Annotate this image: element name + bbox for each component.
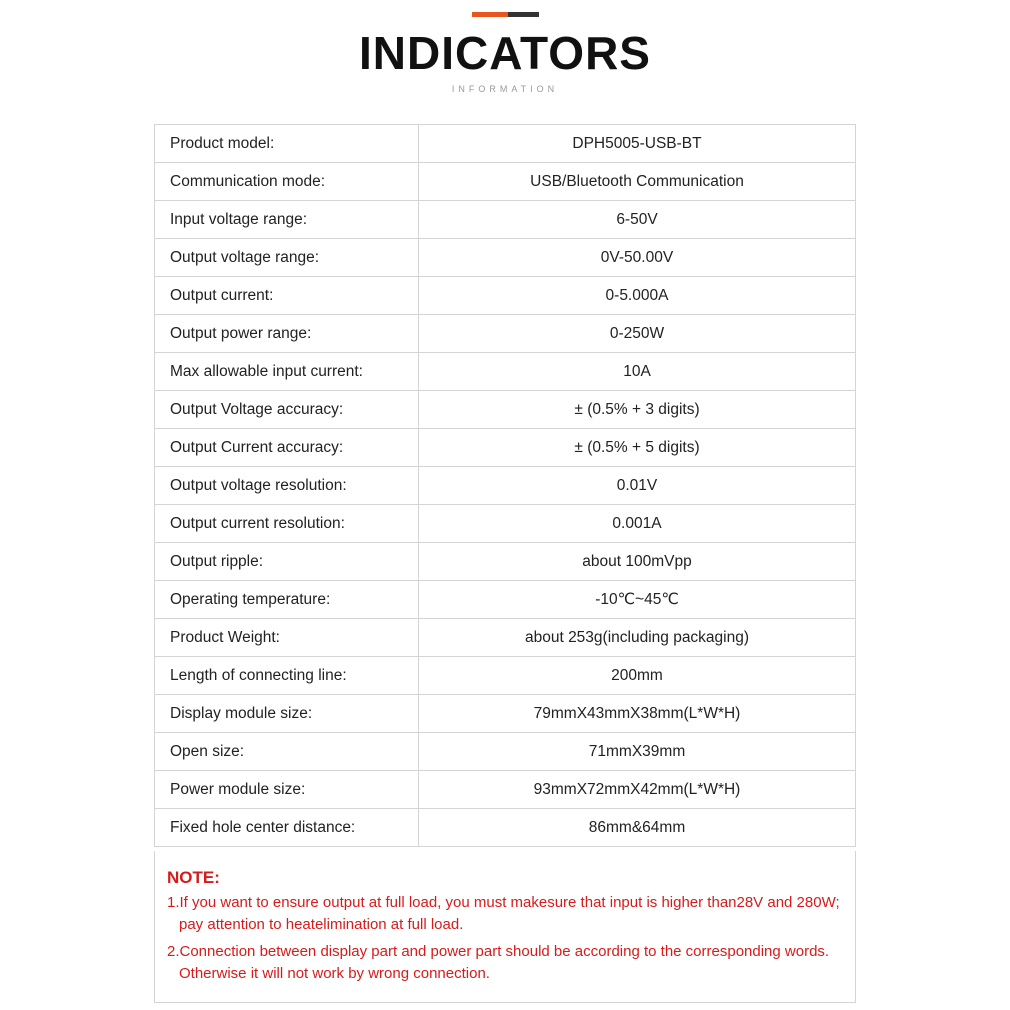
spec-value: 200mm <box>419 657 856 695</box>
spec-value: 0-250W <box>419 315 856 353</box>
spec-value: 0V-50.00V <box>419 239 856 277</box>
accent-bar-orange <box>472 12 508 17</box>
spec-value: 79mmX43mmX38mm(L*W*H) <box>419 695 856 733</box>
table-row <box>155 239 856 277</box>
spec-table <box>154 124 856 847</box>
note-item-2 <box>167 941 867 985</box>
note-box <box>154 851 856 1003</box>
spec-value: DPH5005-USB-BT <box>419 125 856 163</box>
table-row <box>155 353 856 391</box>
spec-value: 0.01V <box>419 467 856 505</box>
spec-value: ± (0.5% + 3 digits) <box>419 391 856 429</box>
table-row <box>155 581 856 619</box>
spec-label: Display module size: <box>155 695 419 733</box>
spec-value: 71mmX39mm <box>419 733 856 771</box>
spec-value: 86mm&64mm <box>419 809 856 847</box>
spec-label: Communication mode: <box>155 163 419 201</box>
table-row <box>155 619 856 657</box>
table-row <box>155 505 856 543</box>
spec-value: 6-50V <box>419 201 856 239</box>
table-row <box>155 657 856 695</box>
spec-label: Input voltage range: <box>155 201 419 239</box>
spec-label: Power module size: <box>155 771 419 809</box>
spec-label: Output voltage resolution: <box>155 467 419 505</box>
header-accent-bar <box>472 12 539 17</box>
spec-label: Output voltage range: <box>155 239 419 277</box>
spec-table-body <box>155 125 856 847</box>
table-row <box>155 809 856 847</box>
spec-value: about 100mVpp <box>419 543 856 581</box>
spec-value: 10A <box>419 353 856 391</box>
spec-label: Operating temperature: <box>155 581 419 619</box>
spec-value: USB/Bluetooth Communication <box>419 163 856 201</box>
spec-value: 93mmX72mmX42mm(L*W*H) <box>419 771 856 809</box>
table-row <box>155 125 856 163</box>
note-item-1 <box>167 892 857 936</box>
note-title: NOTE: <box>167 868 220 887</box>
spec-label: Length of connecting line: <box>155 657 419 695</box>
spec-value: 0.001A <box>419 505 856 543</box>
page-title: INDICATORS <box>359 27 651 79</box>
accent-bar-dark <box>508 12 539 17</box>
spec-label: Product model: <box>155 125 419 163</box>
spec-label: Product Weight: <box>155 619 419 657</box>
spec-value: -10℃~45℃ <box>419 581 856 619</box>
spec-label: Open size: <box>155 733 419 771</box>
spec-label: Output Current accuracy: <box>155 429 419 467</box>
table-row <box>155 429 856 467</box>
page-subtitle: INFORMATION <box>451 84 559 94</box>
table-row <box>155 277 856 315</box>
note-item-2-text: 2.Connection between display part and power part should be according to the corresponding words. Otherwise it will not work by wrong connection. <box>167 943 830 982</box>
spec-label: Output power range: <box>155 315 419 353</box>
table-row <box>155 733 856 771</box>
spec-value: 0-5.000A <box>419 277 856 315</box>
spec-value: ± (0.5% + 5 digits) <box>419 429 856 467</box>
spec-label: Output current resolution: <box>155 505 419 543</box>
table-row <box>155 315 856 353</box>
spec-value: about 253g(including packaging) <box>419 619 856 657</box>
table-row <box>155 391 856 429</box>
spec-label: Max allowable input current: <box>155 353 419 391</box>
spec-label: Output ripple: <box>155 543 419 581</box>
table-row <box>155 467 856 505</box>
spec-label: Output Voltage accuracy: <box>155 391 419 429</box>
table-row <box>155 771 856 809</box>
table-row <box>155 695 856 733</box>
table-row <box>155 201 856 239</box>
note-item-1-text: 1.If you want to ensure output at full load, you must makesure that input is higher than28V and 280W; pay attention to heatelimination at full load. <box>167 894 840 933</box>
table-row <box>155 163 856 201</box>
spec-label: Output current: <box>155 277 419 315</box>
spec-label: Fixed hole center distance: <box>155 809 419 847</box>
table-row <box>155 543 856 581</box>
